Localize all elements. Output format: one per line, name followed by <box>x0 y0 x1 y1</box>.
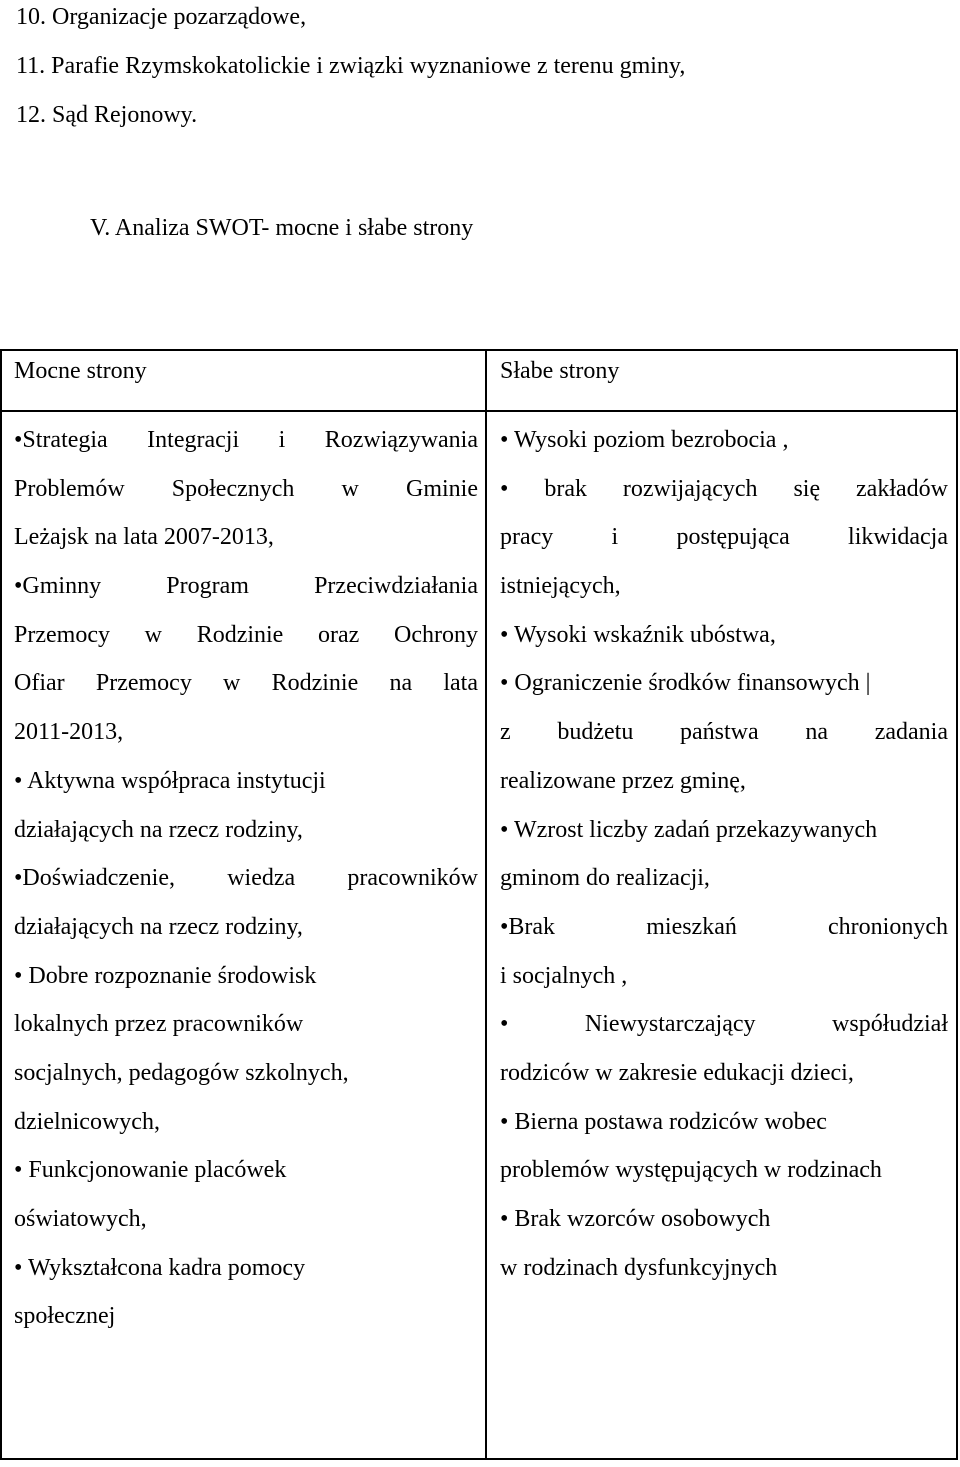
strength-line: społecznej <box>14 1303 116 1330</box>
strength-line: • Wykształcona kadra pomocy <box>14 1254 306 1281</box>
weakness-line: rodziców w zakresie edukacji dzieci, <box>500 1059 854 1086</box>
list-item: 12. Sąd Rejonowy. <box>16 102 198 128</box>
strength-line: • Funkcjonowanie placówek <box>14 1157 287 1184</box>
weakness-line: problemów występujących w rodzinach <box>500 1157 882 1184</box>
strength-line: •Gminny Program Przeciwdziałania <box>14 573 478 600</box>
list-item: 10. Organizacje pozarządowe, <box>16 4 307 30</box>
strength-line: 2011-2013, <box>14 719 124 746</box>
weakness-line: gminom do realizacji, <box>500 865 710 892</box>
swot-table <box>0 349 958 1460</box>
weakness-line: • Wzrost liczby zadań przekazywanych <box>500 816 878 843</box>
strength-line: Problemów Społecznych w Gminie <box>14 475 478 502</box>
strength-line: dzielnicowych, <box>14 1108 160 1135</box>
list-item: 11. Parafie Rzymskokatolickie i związki wyznaniowe z terenu gminy, <box>16 53 686 79</box>
weakness-line: istniejących, <box>500 573 621 600</box>
weakness-line: • brak rozwijających się zakładów <box>500 475 948 502</box>
weakness-line: • Niewystarczający współudział <box>500 1011 948 1038</box>
weakness-line: i socjalnych , <box>500 962 628 989</box>
weakness-line: • Wysoki wskaźnik ubóstwa, <box>500 621 776 648</box>
strength-line: •Strategia Integracji i Rozwiązywania <box>14 427 478 453</box>
strength-line: •Doświadczenie, wiedza pracowników <box>14 865 478 892</box>
strength-line: Ofiar Przemocy w Rodzinie na lata <box>14 670 478 697</box>
weakness-line: realizowane przez gminę, <box>500 767 746 794</box>
strength-line: Leżajsk na lata 2007-2013, <box>14 524 274 551</box>
section-heading: V. Analiza SWOT- mocne i słabe strony <box>90 215 474 241</box>
weakness-line: w rodzinach dysfunkcyjnych <box>500 1254 778 1281</box>
weakness-line: z budżetu państwa na zadania <box>500 719 948 746</box>
intro-list <box>16 0 946 147</box>
strength-line: Przemocy w Rodzinie oraz Ochrony <box>14 621 478 648</box>
weakness-line: • Wysoki poziom bezrobocia , <box>500 427 789 453</box>
weakness-line: •Brak mieszkań chronionych <box>500 913 948 940</box>
strength-line: lokalnych przez pracowników <box>14 1011 304 1038</box>
weaknesses-column <box>500 416 948 1292</box>
strength-line: • Aktywna współpraca instytucji <box>14 767 326 794</box>
column-divider <box>485 351 487 1458</box>
weakness-line: • Ograniczenie środków finansowych | <box>500 670 871 697</box>
strength-line: • Dobre rozpoznanie środowisk <box>14 962 317 989</box>
weakness-line: pracy i postępująca likwidacja <box>500 524 948 551</box>
weakness-line: • Bierna postawa rodziców wobec <box>500 1108 827 1135</box>
strength-line: socjalnych, pedagogów szkolnych, <box>14 1059 349 1086</box>
strengths-column <box>14 416 478 1341</box>
strength-line: działających na rzecz rodziny, <box>14 913 303 940</box>
weakness-line: • Brak wzorców osobowych <box>500 1206 771 1232</box>
weaknesses-header: Słabe strony <box>500 358 620 384</box>
strength-line: oświatowych, <box>14 1206 147 1232</box>
header-divider <box>2 410 956 412</box>
strengths-header: Mocne strony <box>14 358 147 384</box>
strength-line: działających na rzecz rodziny, <box>14 816 303 843</box>
